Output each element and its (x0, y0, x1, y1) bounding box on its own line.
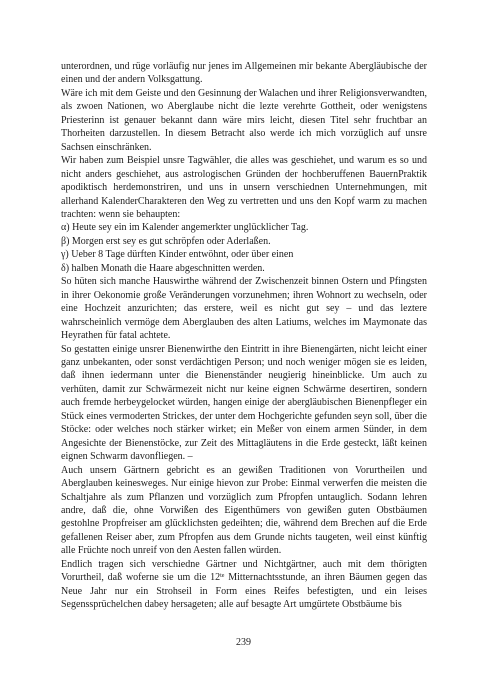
paragraph-last (61, 558, 427, 612)
superscript: te (220, 573, 225, 580)
paragraph: Wäre ich mit dem Geiste und den Gesinnung der Walachen und ihrer Religionsverwandten, als zwoen Nationen, wo Aberglaube nicht die lezte verehrte Gottheit, oder wenigstens Priesterinn ist genauer bekannt dann wäre mirs leicht, diesen Titel sehr fruchtbar an Thorheiten darzustellen. In diesem Betracht also werde ich mich vorzüglich auf unsre Sachsen einschränken. (61, 87, 427, 153)
list-item: γ) Ueber 8 Tage dürften Kinder entwöhnt, oder über einen (61, 249, 294, 261)
text-segment: Mitternachtsstunde, an ihren Bäumen gegen das Neue Jahr nur ein Strohseil in Form eines Reifes befestigten, und ein leises Segenssprüchelchen dabey hersageten; alle auf besagte Art umgürtete Obstbäume bis (61, 572, 427, 611)
paragraph: unterordnen, und rüge vorläufig nur jenes im Allgemeinen mir bekante Abergläubische der einen und der andern Volksgattung. (61, 61, 427, 86)
page-number: 239 (236, 637, 251, 648)
text-segment: Endlich tragen sich verschiedne Gärtner und Nichtgärtner, auch mit dem thörigten Vorurtheil, daß woferne sie um die 12 (61, 558, 427, 584)
page-body (61, 60, 427, 612)
paragraph: So hüten sich manche Hauswirthe während der Zwischenzeit binnen Ostern und Pfingsten in ihrer Oekonomie große Veränderungen vorzunehmen; ihren Wohnort zu wechseln, oder eine Hochzeit anzurichten; das erstere, weil es nicht gut sey – und das leztere wahrscheinlich vermöge dem Aberglauben des alten Latiums, welches im Maymonate das Heyrathen für fatal achtete. (61, 276, 427, 342)
paragraph: So gestatten einige unsrer Bienenwirthe den Eintritt in ihre Bienengärten, nicht leicht einer ganz unbekanten, oder sonst verdächtigen Person; und noch weniger mögen sie es leiden, daß ihnen iedermann unter die Bienenständer neugierig hineinblicke. Um auch zu verhüten, damit zur Schwärmezeit nicht nur keine eignen Schwärme desertiren, sondern auch fremde herbeygelocket würden, hangen einige der abergläubischen Bienenpfleger ein Stück eines vermoderten Strickes, der unter dem Hochgerichte gefunden seyn soll, über die Stöcke: oder welches noch stärker wirket; ein Meßer von einem armen Sünder, in dem Angesichte der Bienenstöcke, zur Zeit des Mittagläutens in die Erde gesteckt, läßt keinen eignen Schwarm davonfliegen. – (61, 343, 427, 463)
list-item: δ) halben Monath die Haare abgeschnitten werden. (61, 262, 265, 274)
paragraph: Wir haben zum Beispiel unsre Tagwähler, die alles was geschiehet, und warum es so und nicht anders geschiehet, aus astrologischen Gründen der hochberuffenen BauernPraktik apodiktisch herdemonstriren, und uns in unsern verschiednen Unternehmungen, mit allerhand KalenderCharakteren den Weg zu vertretten und uns den Kopf warm zu machen trachten: wenn sie behaupten: (61, 155, 427, 220)
list-item: β) Morgen erst sey es gut schröpfen oder Aderlaßen. (61, 235, 271, 247)
paragraph: Auch unsern Gärtnern gebricht es an gewißen Traditionen von Vorurtheilen und Aberglauben keinesweges. Nur einige hievon zur Probe: Einmal verwerfen die meisten die Schaltjahre als zum Pflanzen und vorzüglich zum Pfropfen untauglich. Sodann lehren andre, daß die, ohne Vorwißen des Eigenthümers von gewißen guten Obstbäumen gestohlne Propfreiser am glücklichsten gedeihten; die, während dem Brechen auf die Erde gefallenen Reiser aber, zum Pfropfen aus dem Grunde nichts taugeten, weil einst künftig alle Früchte noch unreif von den Aesten fallen würden. (61, 464, 427, 557)
list-item: α) Heute sey ein im Kalender angemerkter unglücklicher Tag. (61, 222, 309, 234)
